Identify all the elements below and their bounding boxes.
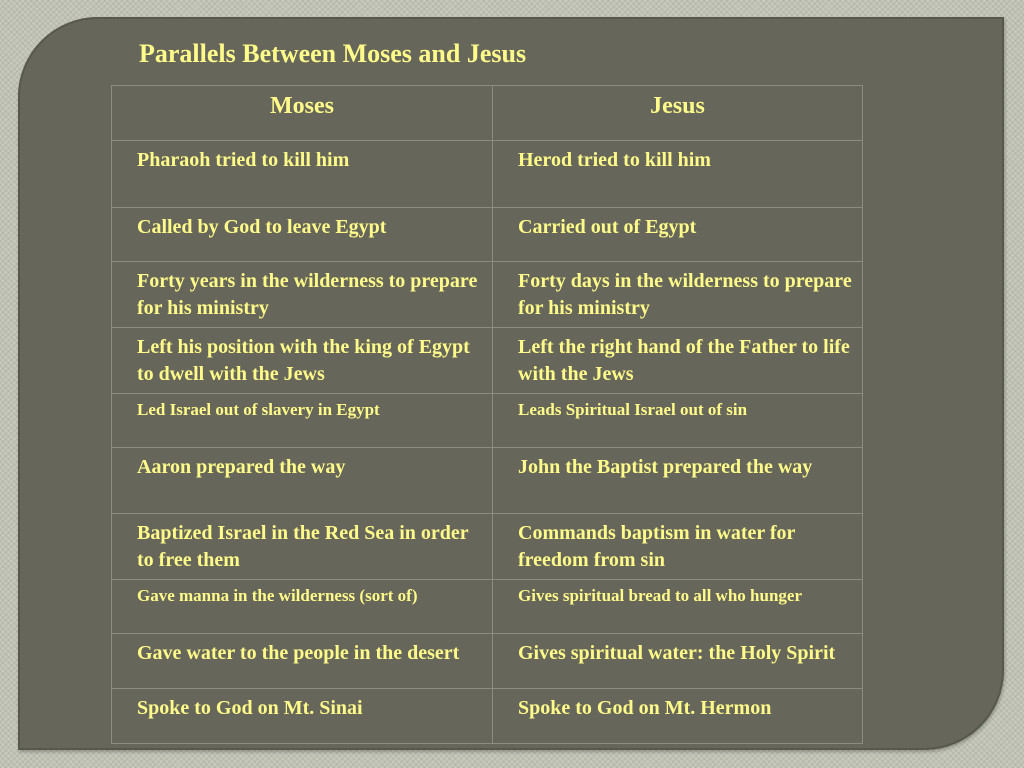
column-header-jesus: Jesus: [493, 86, 863, 141]
column-header-moses: Moses: [112, 86, 493, 141]
table-row: [112, 514, 863, 580]
jesus-cell: [493, 394, 863, 448]
jesus-cell: [493, 448, 863, 514]
cell-text: Left the right hand of the Father to life with the Jews: [518, 336, 850, 385]
jesus-cell: [493, 328, 863, 394]
jesus-cell: [493, 141, 863, 208]
cell-text: Spoke to God on Mt. Sinai: [137, 697, 363, 719]
jesus-cell: [493, 634, 863, 689]
moses-cell: [112, 689, 493, 744]
table-row: [112, 141, 863, 208]
cell-text: Leads Spiritual Israel out of sin: [518, 400, 748, 419]
comparison-table-container: [111, 85, 862, 742]
jesus-cell: [493, 208, 863, 262]
cell-text: Pharaoh tried to kill him: [137, 149, 350, 171]
cell-text: Gives spiritual bread to all who hunger: [518, 586, 802, 605]
moses-cell: [112, 208, 493, 262]
moses-cell: [112, 394, 493, 448]
table-row: [112, 208, 863, 262]
jesus-cell: [493, 262, 863, 328]
cell-text: Called by God to leave Egypt: [137, 216, 387, 238]
jesus-cell: [493, 689, 863, 744]
table-row: [112, 580, 863, 634]
cell-text: Forty days in the wilderness to prepare for his ministry: [518, 270, 852, 319]
cell-text: Aaron prepared the way: [137, 456, 346, 478]
cell-text: Left his position with the king of Egypt to dwell with the Jews: [137, 336, 470, 385]
table-header-row: [112, 86, 863, 141]
cell-text: Forty years in the wilderness to prepare for his ministry: [137, 270, 478, 319]
cell-text: Commands baptism in water for freedom from sin: [518, 522, 796, 571]
table-row: [112, 328, 863, 394]
comparison-table: [111, 85, 863, 744]
jesus-cell: [493, 514, 863, 580]
moses-cell: [112, 262, 493, 328]
jesus-cell: [493, 580, 863, 634]
table-row: [112, 448, 863, 514]
slide-title: Parallels Between Moses and Jesus: [139, 39, 527, 68]
table-row: [112, 394, 863, 448]
cell-text: Carried out of Egypt: [518, 216, 697, 238]
table-row: [112, 262, 863, 328]
cell-text: Spoke to God on Mt. Hermon: [518, 697, 772, 719]
moses-cell: [112, 141, 493, 208]
cell-text: Baptized Israel in the Red Sea in order to free them: [137, 522, 469, 571]
cell-text: Herod tried to kill him: [518, 149, 711, 171]
moses-cell: [112, 514, 493, 580]
cell-text: Gave manna in the wilderness (sort of): [137, 586, 418, 605]
cell-text: Gives spiritual water: the Holy Spirit: [518, 642, 836, 664]
cell-text: Led Israel out of slavery in Egypt: [137, 400, 380, 419]
moses-cell: [112, 580, 493, 634]
cell-text: Gave water to the people in the desert: [137, 642, 460, 664]
moses-cell: [112, 634, 493, 689]
table-row: [112, 634, 863, 689]
moses-cell: [112, 328, 493, 394]
table-row: [112, 689, 863, 744]
cell-text: John the Baptist prepared the way: [518, 456, 813, 478]
moses-cell: [112, 448, 493, 514]
